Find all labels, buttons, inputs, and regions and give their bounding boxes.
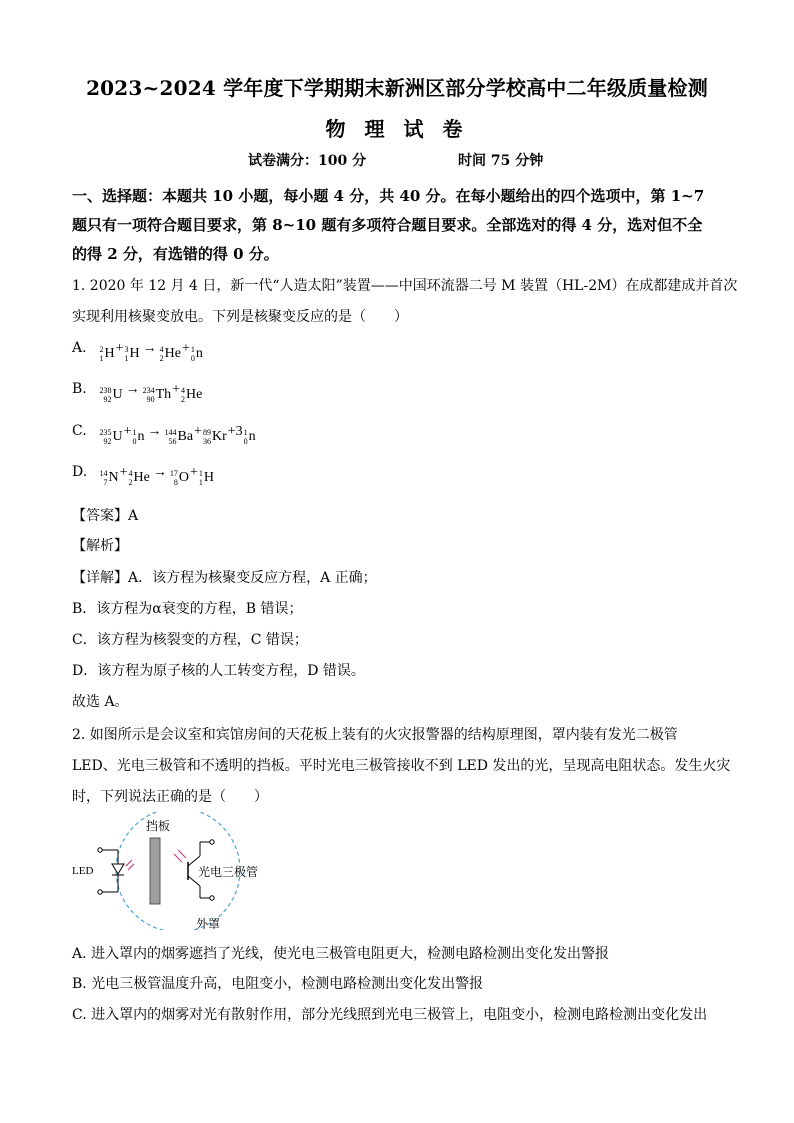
phototransistor-label: 光电三极管 — [198, 865, 259, 879]
fire-alarm-diagram — [70, 812, 270, 930]
equation-b: 238 92 U → 234 90 Th + 4 2 He — [99, 382, 203, 404]
incoming-light-arrow-1 — [174, 854, 182, 862]
q1-choose: 故选 A。 — [72, 694, 129, 710]
q1-detail-a: 【详解】A．该方程为核聚变反应方程，A 正确； — [72, 570, 377, 586]
q1-option-b: B. 238 92 U → 234 90 Th + 4 2 He — [72, 381, 203, 404]
equation-d: 14 7 N + 4 2 He → 17 8 O + 1 1 H — [99, 465, 214, 487]
exam-subtitle: 物 理 试 卷 — [325, 117, 469, 141]
q1-analysis: 【解析】 — [72, 538, 128, 554]
q1-option-d: D. 14 7 N + 4 2 He → 17 8 O + 1 1 H — [72, 464, 214, 487]
photo-terminal-bottom — [210, 896, 214, 900]
equation-c: 235 92 U + 1 0 n → 144 56 Ba + 89 36 Kr +3 1 0 n — [99, 424, 256, 446]
q1-stem-2: 实现利用核聚变放电。下列是核聚变反应的是（ ） — [72, 309, 408, 325]
baffle-label: 挡板 — [146, 819, 171, 833]
exam-time: 时间 75 分钟 — [458, 153, 544, 169]
led-emission-arrow-2 — [128, 864, 134, 870]
q1-detail-b: B．该方程为α衰变的方程，B 错误； — [72, 601, 303, 617]
outer-cover-label: 外罩 — [196, 917, 221, 930]
q2-option-a: A. 进入罩内的烟雾遮挡了光线，使光电三极管电阻更大，检测电路检测出变化发出警报 — [72, 946, 610, 962]
q2-option-c: C. 进入罩内的烟雾对光有散射作用，部分光线照到光电三极管上，电阻变小，检测电路检测出变化发出 — [72, 1007, 708, 1023]
led-diode-symbol — [112, 864, 124, 874]
q2-stem-1: 2. 如图所示是会议室和宾馆房间的天花板上装有的火灾报警器的结构原理图，罩内装有发光二极管 — [72, 727, 678, 743]
full-score: 试卷满分：100 分 — [248, 153, 367, 169]
section-heading-1: 一、选择题：本题共 10 小题，每小题 4 分，共 40 分。在每小题给出的四个选项中，第 1~7 — [72, 187, 705, 205]
q1-detail-d: D．该方程为原子核的人工转变方程，D 错误。 — [72, 663, 365, 679]
photo-terminal-top — [210, 840, 214, 844]
q1-answer: 【答案】A — [72, 508, 139, 524]
exam-title: 2023~2024 学年度下学期期末新洲区部分学校高中二年级质量检测 — [86, 76, 708, 100]
q1-option-a: A. 2 1 H + 3 1 H → 4 2 He + 1 0 n — [72, 340, 203, 363]
led-label: LED — [72, 865, 94, 877]
incoming-light-arrow-2 — [178, 850, 186, 858]
q1-option-c: C. 235 92 U + 1 0 n → 144 56 Ba + 89 36 Kr +3 1 0 n — [72, 423, 256, 446]
q2-stem-2: LED、光电三极管和不透明的挡板。平时光电三极管接收不到 LED 发出的光，呈现高电阻状态。发生火灾 — [72, 758, 731, 774]
led-emission-arrow-1 — [126, 860, 132, 866]
led-terminal-top — [98, 848, 102, 852]
section-heading-2: 题只有一项符合题目要求，第 8~10 题有多项符合题目要求。全部选对的得 4 分，选对但不全 — [72, 216, 703, 234]
section-heading-3: 的得 2 分，有选错的得 0 分。 — [72, 245, 279, 263]
q2-stem-3: 时，下列说法正确的是（ ） — [72, 789, 268, 805]
equation-a: 2 1 H + 3 1 H → 4 2 He + 1 0 n — [99, 341, 203, 363]
q1-detail-c: C．该方程为核裂变的方程，C 错误； — [72, 632, 308, 648]
q2-option-b: B. 光电三极管温度升高，电阻变小，检测电路检测出变化发出警报 — [72, 976, 484, 992]
led-terminal-bottom — [98, 890, 102, 894]
q1-stem-1: 1. 2020 年 12 月 4 日，新一代“人造太阳”装置——中国环流器二号 M 装置（HL-2M）在成都建成并首次 — [72, 278, 738, 294]
baffle-plate — [150, 838, 160, 904]
